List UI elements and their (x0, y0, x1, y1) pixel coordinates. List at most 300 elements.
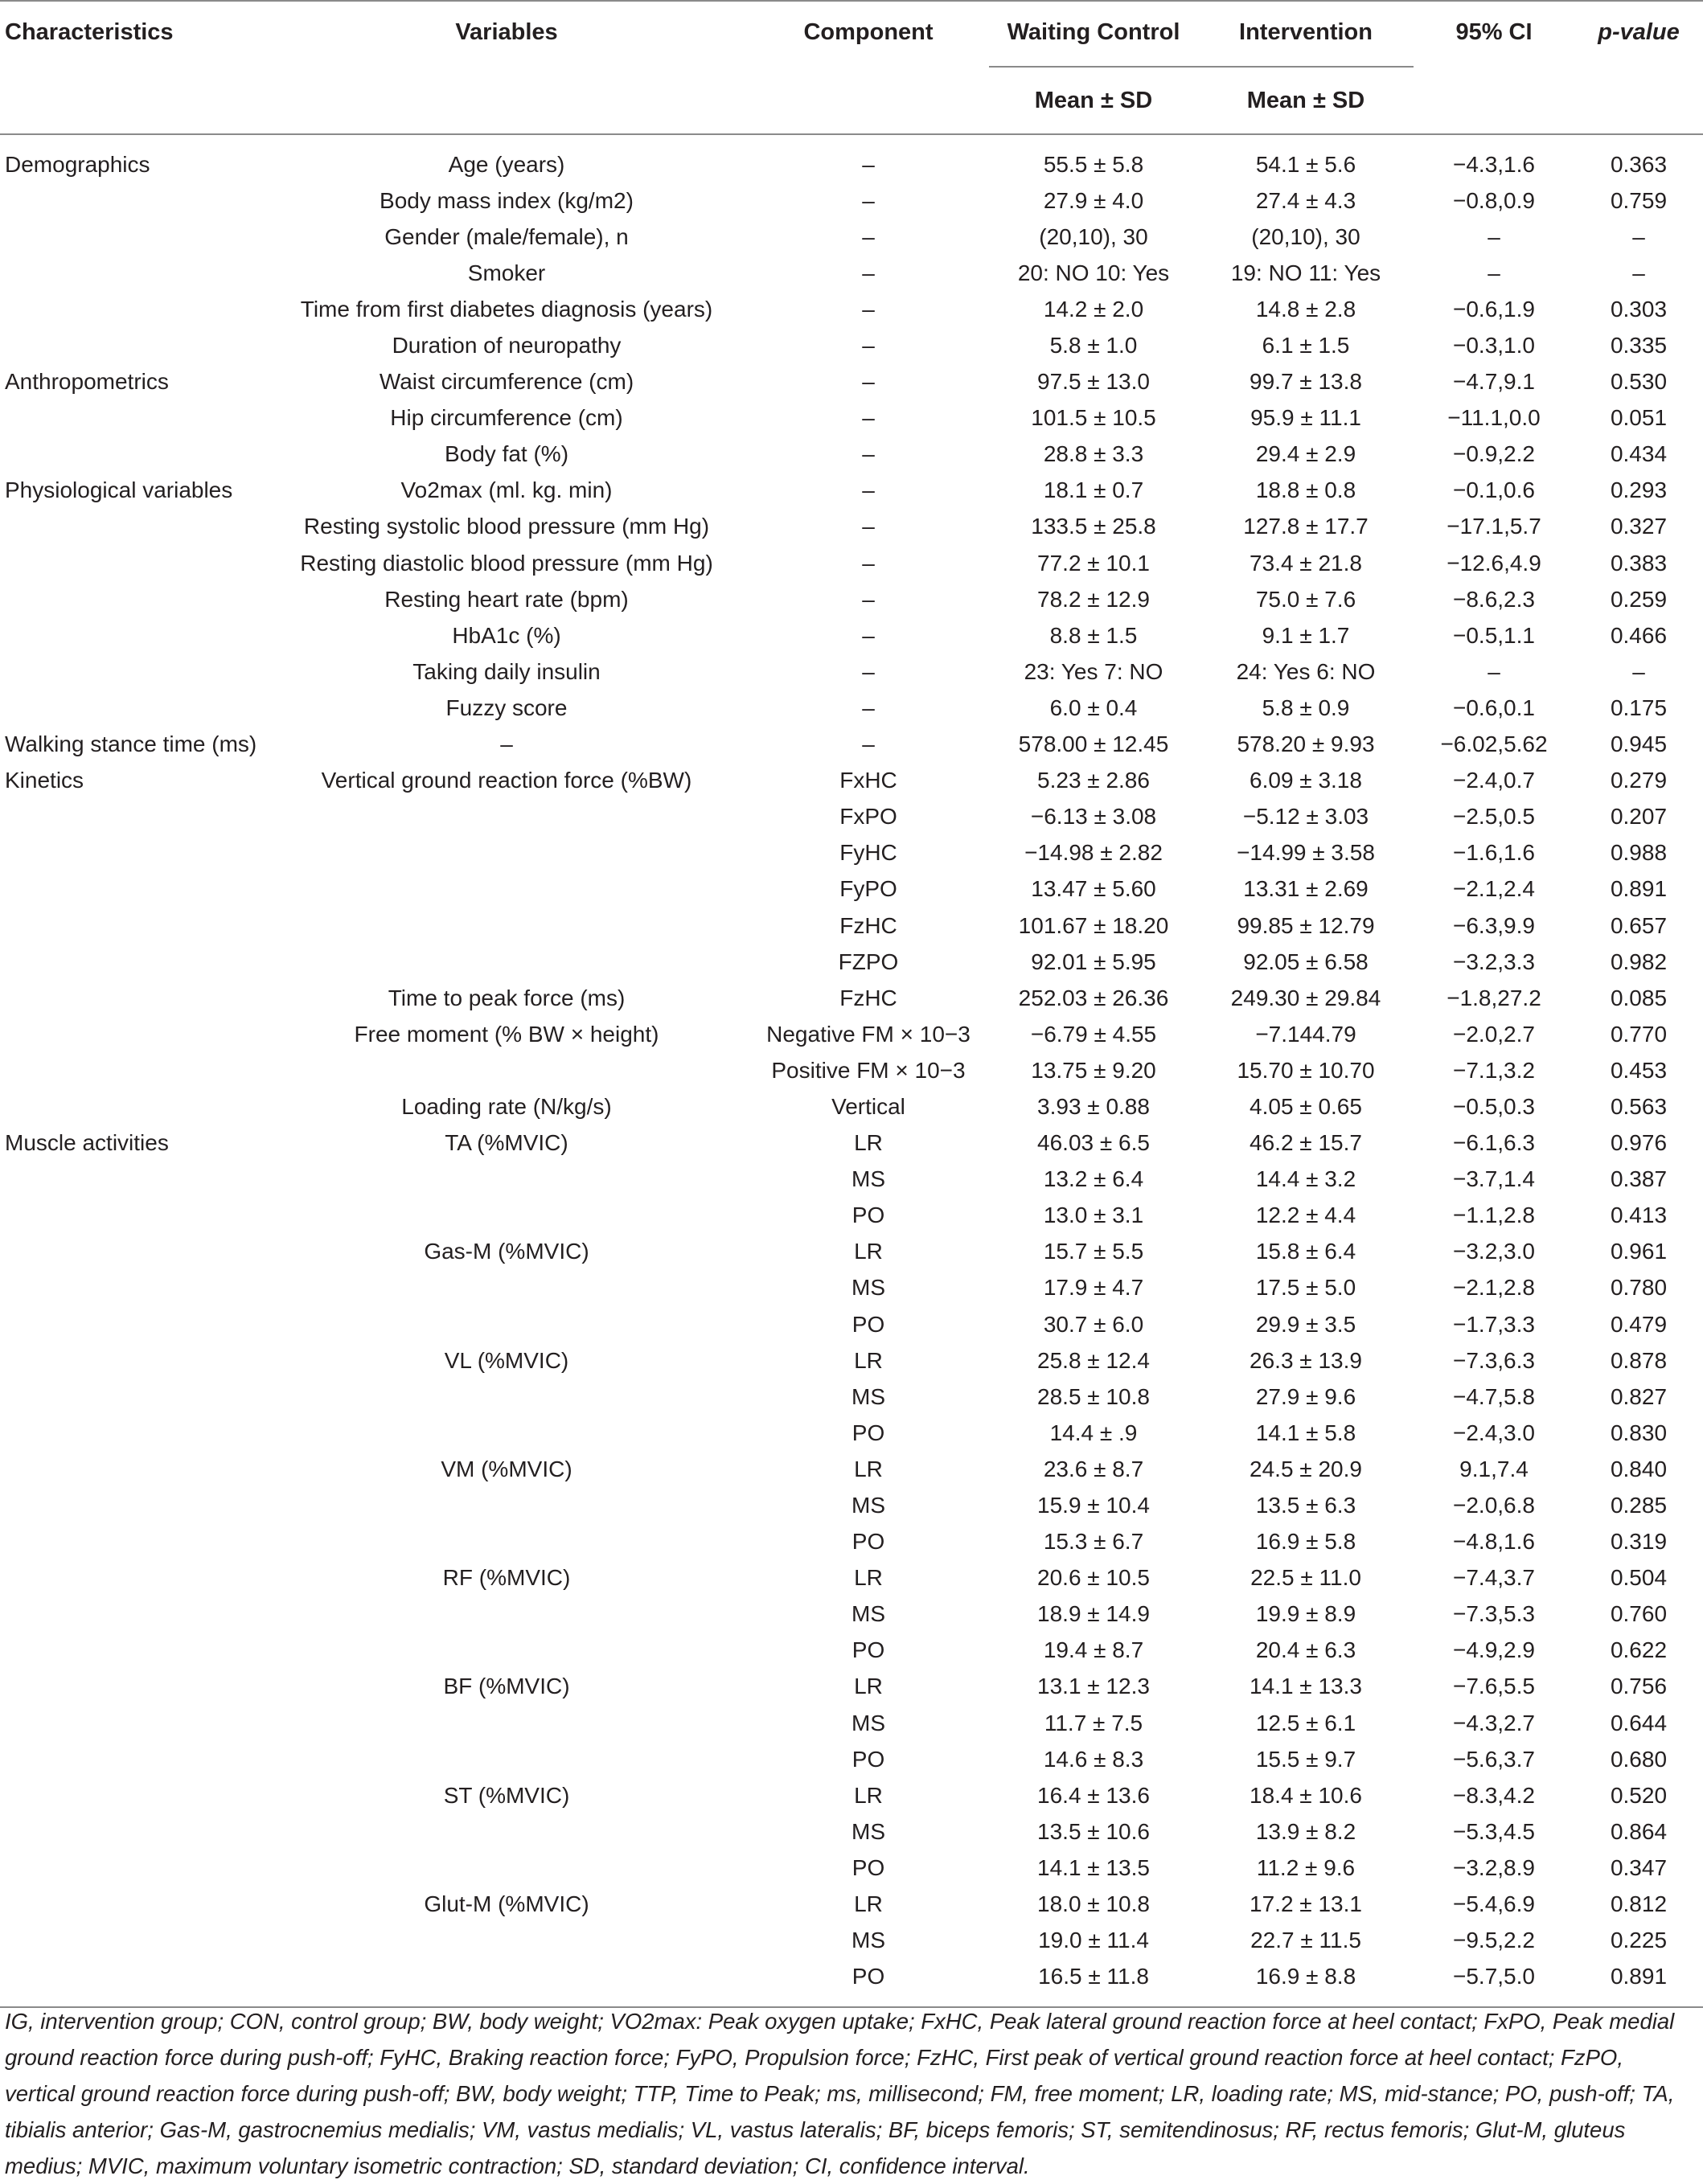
table-cell: – (1488, 260, 1500, 285)
table-cell: 0.878 (1610, 1347, 1668, 1373)
table-cell (265, 1633, 748, 1669)
table-cell: −11.1,0.0 (1447, 405, 1541, 431)
table-row (0, 871, 1703, 908)
table-cell (0, 1162, 265, 1198)
table-cell (0, 400, 265, 436)
table-cell: 13.1 ± 12.3 (1037, 1674, 1150, 1699)
table-cell: 15.3 ± 6.7 (1043, 1529, 1144, 1555)
table-cell: 16.5 ± 11.8 (989, 1959, 1198, 2007)
table-cell: −3.2,3.3 (1453, 949, 1535, 974)
table-cell (0, 1741, 265, 1777)
table-cell: 0.466 (1610, 622, 1668, 648)
table-row (0, 1959, 1703, 2007)
table-cell: 0.864 (1610, 1818, 1668, 1844)
table-cell: 0.988 (1610, 840, 1668, 866)
table-cell (265, 1415, 748, 1451)
table-cell: FzHC (839, 985, 897, 1010)
table-cell: Hip circumference (cm) (390, 405, 623, 431)
table-cell: 99.85 ± 12.79 (1237, 912, 1375, 938)
table-cell: Gas-M (%MVIC) (424, 1239, 589, 1264)
table-cell: 19.9 ± 8.9 (1255, 1601, 1356, 1627)
table-cell: MS (852, 1928, 885, 1953)
table-cell: PO (748, 1959, 989, 2007)
table-cell (265, 835, 748, 871)
table-cell (0, 291, 265, 327)
table-cell: 13.2 ± 6.4 (1043, 1166, 1144, 1192)
table-cell: 29.4 ± 2.9 (1255, 441, 1356, 467)
table-row (0, 134, 1703, 182)
table-cell: 133.5 ± 25.8 (1031, 514, 1156, 539)
header-variables: Variables (265, 1, 748, 67)
table-cell: −6.79 ± 4.55 (1030, 1021, 1157, 1047)
table-cell: 0.225 (1610, 1928, 1668, 1953)
table-cell: 16.9 ± 8.8 (1198, 1959, 1414, 2007)
table-cell: Time to peak force (ms) (388, 985, 626, 1010)
table-cell: 0.759 (1610, 187, 1668, 213)
table-cell: Gender (male/female), n (384, 223, 629, 249)
table-header (0, 1, 1703, 134)
table-cell: −0.3,1.0 (1453, 333, 1535, 359)
table-row (0, 1887, 1703, 1923)
table-cell: 92.01 ± 5.95 (1031, 949, 1156, 974)
table-cell (265, 1923, 748, 1959)
table-row (0, 727, 1703, 763)
table-cell: – (862, 405, 875, 431)
table-cell: 0.812 (1610, 1891, 1668, 1917)
table-row (0, 1270, 1703, 1306)
table-cell: −7.6,5.5 (1453, 1674, 1535, 1699)
table-cell: 15.7 ± 5.5 (1043, 1239, 1144, 1264)
table-cell (265, 908, 748, 944)
table-cell: Resting heart rate (bpm) (384, 586, 629, 612)
table-cell: (20,10), 30 (1039, 223, 1148, 249)
table-cell: 0.657 (1610, 912, 1668, 938)
table-cell: 18.9 ± 14.9 (1037, 1601, 1150, 1627)
table-footnote: IG, intervention group; CON, control group; BW, body weight; VO2max: Peak oxygen uptake; FxHC, Peak lateral ground reaction force at heel contact; FxPO, Peak medial ground reaction force during push-off; FyHC, Braking reaction force; FyPO, Propulsion force; FzHC, First peak of vertical ground reaction force at heel contact; FzPO, vertical ground reaction force during push-off; BW, body weight; TTP, Time to Peak; ms, millisecond; FM, free moment; LR, loading rate; MS, mid-stance; PO, push-off; TA, tibialis anterior; Gas-M, gastrocnemius medialis; VM, vastus medialis; VL, vastus lateralis; BF, biceps femoris; ST, semitendinosus; RF, rectus femoris; Glut-M, gluteus medius; MVIC, maximum voluntary isometric contraction; SD, standard deviation; CI, confidence interval. (5, 2009, 1675, 2178)
table-cell: MS (852, 1275, 885, 1301)
table-row (0, 1487, 1703, 1523)
table-cell (0, 1560, 265, 1596)
table-cell (0, 1923, 265, 1959)
table-cell: Vo2max (ml. kg. min) (400, 477, 613, 503)
header-ci: 95% CI (1414, 1, 1574, 67)
table-cell: – (1488, 223, 1500, 249)
table-cell (0, 980, 265, 1016)
table-cell: LR (854, 1891, 883, 1917)
table-cell (265, 1741, 748, 1777)
table-cell: 249.30 ± 29.84 (1230, 985, 1381, 1010)
table-cell: 0.347 (1610, 1854, 1668, 1880)
table-cell: – (862, 731, 875, 757)
table-cell: PO (852, 1854, 885, 1880)
table-cell: −4.9,2.9 (1453, 1637, 1535, 1663)
table-cell: PO (852, 1746, 885, 1772)
table-cell (0, 908, 265, 944)
table-cell: −5.3,4.5 (1453, 1818, 1535, 1844)
table-row (0, 255, 1703, 291)
table-row (0, 799, 1703, 835)
table-cell: 0.622 (1610, 1637, 1668, 1663)
table-cell: 0.976 (1610, 1130, 1668, 1156)
table-cell: −1.6,1.6 (1453, 840, 1535, 866)
table-cell: −14.99 ± 3.58 (1237, 840, 1375, 866)
table-cell: MS (852, 1166, 885, 1192)
table-cell: – (862, 260, 875, 285)
table-cell (0, 1052, 265, 1088)
table-cell: 28.8 ± 3.3 (1043, 441, 1144, 467)
table-cell: – (862, 151, 875, 177)
table-cell (0, 219, 265, 255)
table-cell: −7.3,6.3 (1453, 1347, 1535, 1373)
table-cell: Time from first diabetes diagnosis (years) (300, 296, 713, 322)
table-cell (0, 1487, 265, 1523)
table-cell: 24: Yes 6: NO (1236, 658, 1376, 684)
table-cell: 99.7 ± 13.8 (1250, 369, 1362, 395)
table-cell: −0.8,0.9 (1453, 187, 1535, 213)
table-cell: 12.5 ± 6.1 (1255, 1710, 1356, 1735)
table-cell: 0.453 (1610, 1057, 1668, 1083)
table-cell: −8.3,4.2 (1453, 1782, 1535, 1808)
table-cell: 29.9 ± 3.5 (1255, 1311, 1356, 1337)
table-cell: −17.1,5.7 (1447, 514, 1541, 539)
table-cell: LR (854, 1239, 883, 1264)
table-cell: −1.7,3.3 (1453, 1311, 1535, 1337)
table-cell (0, 1306, 265, 1342)
table-body (0, 134, 1703, 2007)
table-cell: LR (854, 1347, 883, 1373)
table-cell: 0.563 (1610, 1093, 1668, 1119)
table-cell: 0.085 (1610, 985, 1668, 1010)
table-cell: 18.4 ± 10.6 (1250, 1782, 1362, 1808)
table-cell: 22.5 ± 11.0 (1250, 1565, 1361, 1591)
table-cell: −2.4,0.7 (1453, 768, 1535, 793)
table-cell: −1.8,27.2 (1447, 985, 1541, 1010)
table-row (0, 1524, 1703, 1560)
table-cell: 12.2 ± 4.4 (1255, 1203, 1356, 1228)
table-cell (265, 944, 748, 980)
table-row (0, 1415, 1703, 1451)
table-cell (0, 1198, 265, 1234)
table-cell: −0.5,0.3 (1453, 1093, 1535, 1119)
table-cell: FzHC (839, 912, 897, 938)
table-cell: 15.8 ± 6.4 (1255, 1239, 1356, 1264)
table-cell (0, 509, 265, 545)
table-row (0, 1125, 1703, 1162)
table-cell: Taking daily insulin (412, 658, 601, 684)
table-cell: 20.4 ± 6.3 (1255, 1637, 1356, 1663)
table-cell: −5.12 ± 3.03 (1242, 804, 1369, 830)
table-cell: 14.1 ± 13.3 (1250, 1674, 1362, 1699)
table-cell: 101.67 ± 18.20 (1018, 912, 1169, 938)
table-cell: 19.4 ± 8.7 (1043, 1637, 1144, 1663)
table-cell (265, 1813, 748, 1850)
table-cell: 0.520 (1610, 1782, 1668, 1808)
table-cell: 19.0 ± 11.4 (1038, 1928, 1149, 1953)
table-cell: PO (852, 1637, 885, 1663)
table-cell: 127.8 ± 17.7 (1243, 514, 1369, 539)
table-cell: 17.5 ± 5.0 (1255, 1275, 1356, 1301)
table-row (0, 1162, 1703, 1198)
table-cell (0, 1270, 265, 1306)
table-cell (265, 1379, 748, 1415)
table-cell: 14.4 ± 3.2 (1255, 1166, 1356, 1192)
table-cell: −0.9,2.2 (1453, 441, 1535, 467)
table-cell: – (862, 333, 875, 359)
table-cell: 0.319 (1610, 1529, 1668, 1555)
table-cell: TA (%MVIC) (445, 1130, 568, 1156)
table-cell (0, 1596, 265, 1633)
table-cell: 27.4 ± 4.3 (1255, 187, 1356, 213)
table-row (0, 690, 1703, 726)
table-cell: 13.9 ± 8.2 (1255, 1818, 1356, 1844)
table-cell: ST (%MVIC) (443, 1782, 570, 1808)
table-row (0, 509, 1703, 545)
table-row (0, 654, 1703, 690)
table-cell: 13.0 ± 3.1 (1043, 1203, 1144, 1228)
table-cell: 6.09 ± 3.18 (1250, 768, 1362, 793)
table-cell: – (862, 622, 875, 648)
table-cell: 0.530 (1610, 369, 1668, 395)
table-cell: Resting systolic blood pressure (mm Hg) (303, 514, 710, 539)
table-cell: −5.7,5.0 (1414, 1959, 1574, 2007)
table-cell: Fuzzy score (445, 695, 568, 720)
table-cell (0, 871, 265, 908)
table-cell: −1.1,2.8 (1453, 1203, 1535, 1228)
table-cell: 3.93 ± 0.88 (1037, 1093, 1150, 1119)
table-cell (0, 327, 265, 363)
table-cell: 9.1 ± 1.7 (1262, 622, 1350, 648)
table-row (0, 182, 1703, 219)
table-cell (265, 799, 748, 835)
table-cell: 0.259 (1610, 586, 1668, 612)
table-cell: 19: NO 11: Yes (1230, 260, 1381, 285)
table-row (0, 291, 1703, 327)
table-cell: −12.6,4.9 (1447, 550, 1541, 576)
table-cell: FZPO (838, 949, 899, 974)
table-cell: – (1632, 223, 1645, 249)
table-cell: RF (%MVIC) (442, 1565, 571, 1591)
table-cell: Vertical (831, 1093, 905, 1119)
table-cell (0, 1669, 265, 1705)
table-cell: 0.335 (1610, 333, 1668, 359)
table-cell: Loading rate (N/kg/s) (401, 1093, 612, 1119)
table-row (0, 581, 1703, 617)
table-cell: −2.1,2.4 (1453, 876, 1535, 902)
table-cell: −5.6,3.7 (1453, 1746, 1535, 1772)
table-cell: 23.6 ± 8.7 (1043, 1456, 1144, 1481)
table-cell (265, 1306, 748, 1342)
header-p-value: p-value (1574, 1, 1703, 67)
table-row (0, 1451, 1703, 1487)
table-cell: 46.2 ± 15.7 (1250, 1130, 1362, 1156)
table-cell: Body fat (%) (444, 441, 569, 467)
table-row (0, 1088, 1703, 1125)
table-cell: 6.0 ± 0.4 (1049, 695, 1138, 720)
table-cell: −7.3,5.3 (1453, 1601, 1535, 1627)
table-cell: −6.1,6.3 (1453, 1130, 1535, 1156)
table-cell: Vertical ground reaction force (%BW) (321, 768, 692, 793)
table-row (0, 1596, 1703, 1633)
table-cell: 14.1 ± 13.5 (1037, 1854, 1150, 1880)
header-characteristics: Characteristics (0, 1, 265, 67)
table-cell (0, 1379, 265, 1415)
header-intervention: Intervention (1198, 1, 1414, 67)
table-cell: 23: Yes 7: NO (1024, 658, 1163, 684)
table-cell: – (862, 514, 875, 539)
table-cell: −2.1,2.8 (1453, 1275, 1535, 1301)
table-cell: −6.02,5.62 (1440, 731, 1548, 757)
table-cell (0, 182, 265, 219)
table-cell: PO (852, 1311, 885, 1337)
table-cell: −5.4,6.9 (1453, 1891, 1535, 1917)
table-cell: −0.6,1.9 (1453, 296, 1535, 322)
table-cell: – (862, 187, 875, 213)
table-cell: Age (years) (448, 151, 565, 177)
table-cell: 0.363 (1610, 151, 1668, 177)
table-row (0, 617, 1703, 654)
table-cell (0, 1813, 265, 1850)
table-cell (0, 255, 265, 291)
table-cell: −7.144.79 (1255, 1021, 1356, 1047)
table-cell: – (1632, 658, 1645, 684)
table-cell (0, 1342, 265, 1379)
table-cell: 0.840 (1610, 1456, 1668, 1481)
table-cell: −9.5,2.2 (1453, 1928, 1535, 1953)
table-cell: – (862, 658, 875, 684)
table-cell: 97.5 ± 13.0 (1037, 369, 1150, 395)
table-cell: Anthropometrics (5, 369, 169, 395)
table-cell: 18.0 ± 10.8 (1037, 1891, 1150, 1917)
table-cell: −0.6,0.1 (1453, 695, 1535, 720)
table-cell: 15.5 ± 9.7 (1255, 1746, 1356, 1772)
table-cell: 14.2 ± 2.0 (1043, 296, 1144, 322)
table-cell: 77.2 ± 10.1 (1037, 550, 1150, 576)
table-cell: 0.293 (1610, 477, 1668, 503)
table-row (0, 1850, 1703, 1886)
table-cell: Demographics (5, 151, 150, 177)
table-row (0, 1379, 1703, 1415)
table-cell: −2.4,3.0 (1453, 1420, 1535, 1445)
table-cell: 0.961 (1610, 1239, 1668, 1264)
table-row (0, 1306, 1703, 1342)
table-cell: 27.9 ± 4.0 (1043, 187, 1144, 213)
table-cell (0, 1705, 265, 1741)
table-cell: 0.982 (1610, 949, 1668, 974)
table-cell: 5.8 ± 1.0 (1049, 333, 1138, 359)
table-cell: Smoker (467, 260, 546, 285)
table-cell: 5.23 ± 2.86 (1037, 768, 1150, 793)
table-cell (0, 1415, 265, 1451)
table-cell: 55.5 ± 5.8 (1043, 151, 1144, 177)
table-cell: MS (852, 1383, 885, 1409)
table-cell: 46.03 ± 6.5 (1037, 1130, 1150, 1156)
table-cell: −4.3,1.6 (1453, 151, 1535, 177)
table-cell: VL (%MVIC) (444, 1347, 569, 1373)
table-cell: 78.2 ± 12.9 (1037, 586, 1150, 612)
table-cell (0, 1887, 265, 1923)
table-row (0, 327, 1703, 363)
table-cell: 0.756 (1610, 1674, 1668, 1699)
table-cell: 9.1,7.4 (1459, 1456, 1529, 1481)
table-row (0, 1669, 1703, 1705)
table-cell: −2.5,0.5 (1453, 804, 1535, 830)
table-row (0, 545, 1703, 581)
table-cell: – (862, 695, 875, 720)
table-cell: −2.0,2.7 (1453, 1021, 1535, 1047)
table-cell: 0.891 (1610, 876, 1668, 902)
table-row (0, 944, 1703, 980)
table-cell: Negative FM × 10−3 (766, 1021, 971, 1047)
table-cell: 26.3 ± 13.9 (1250, 1347, 1362, 1373)
table-cell (0, 617, 265, 654)
table-row (0, 835, 1703, 871)
table-cell: −2.0,6.8 (1453, 1493, 1535, 1518)
table-cell: – (862, 441, 875, 467)
table-row (0, 1560, 1703, 1596)
table-cell: −6.3,9.9 (1453, 912, 1535, 938)
table-cell: 0.327 (1610, 514, 1668, 539)
table-cell: 0.303 (1610, 296, 1668, 322)
table-cell: 11.2 ± 9.6 (1256, 1854, 1356, 1880)
table-cell (0, 690, 265, 726)
table-cell: BF (%MVIC) (443, 1674, 570, 1699)
table-cell: LR (854, 1565, 883, 1591)
table-cell: 16.4 ± 13.6 (1037, 1782, 1150, 1808)
table-row (0, 436, 1703, 473)
table-cell: – (862, 296, 875, 322)
table-cell (0, 1633, 265, 1669)
table-cell: −14.98 ± 2.82 (1024, 840, 1163, 866)
header-mean-sd-control: Mean ± SD (989, 67, 1198, 134)
table-cell: FyHC (839, 840, 897, 866)
table-cell: −3.2,3.0 (1453, 1239, 1535, 1264)
table-cell: – (862, 223, 875, 249)
table-cell: Walking stance time (ms) (5, 731, 257, 757)
table-cell: Muscle activities (5, 1130, 169, 1156)
table-cell: 8.8 ± 1.5 (1049, 622, 1138, 648)
table-row (0, 908, 1703, 944)
table-cell: 24.5 ± 20.9 (1250, 1456, 1362, 1481)
table-cell: 4.05 ± 0.65 (1250, 1093, 1362, 1119)
table-cell: 15.9 ± 10.4 (1037, 1493, 1150, 1518)
table-cell: 92.05 ± 6.58 (1243, 949, 1369, 974)
table-cell: 13.5 ± 10.6 (1037, 1818, 1150, 1844)
table-cell: 13.5 ± 6.3 (1255, 1493, 1356, 1518)
table-cell (0, 1959, 265, 2007)
table-cell: 27.9 ± 9.6 (1255, 1383, 1356, 1409)
table-cell (0, 1451, 265, 1487)
table-row (0, 763, 1703, 799)
table-row (0, 1234, 1703, 1270)
table-cell: 15.70 ± 10.70 (1237, 1057, 1375, 1083)
table-cell: 0.413 (1610, 1203, 1668, 1228)
table-cell: 20: NO 10: Yes (1017, 260, 1170, 285)
header-mean-sd-intervention: Mean ± SD (1198, 67, 1414, 134)
table-cell (0, 1016, 265, 1052)
table-cell (265, 1524, 748, 1560)
table-cell: −4.3,2.7 (1453, 1710, 1535, 1735)
table-cell: 20.6 ± 10.5 (1037, 1565, 1150, 1591)
table-cell: LR (854, 1782, 883, 1808)
table-cell (0, 654, 265, 690)
table-row (0, 980, 1703, 1016)
table-row (0, 1741, 1703, 1777)
table-cell: LR (854, 1674, 883, 1699)
table-cell: – (500, 731, 513, 757)
table-cell: 73.4 ± 21.8 (1250, 550, 1362, 576)
table-cell: PO (852, 1203, 885, 1228)
table-cell: FxHC (839, 768, 897, 793)
